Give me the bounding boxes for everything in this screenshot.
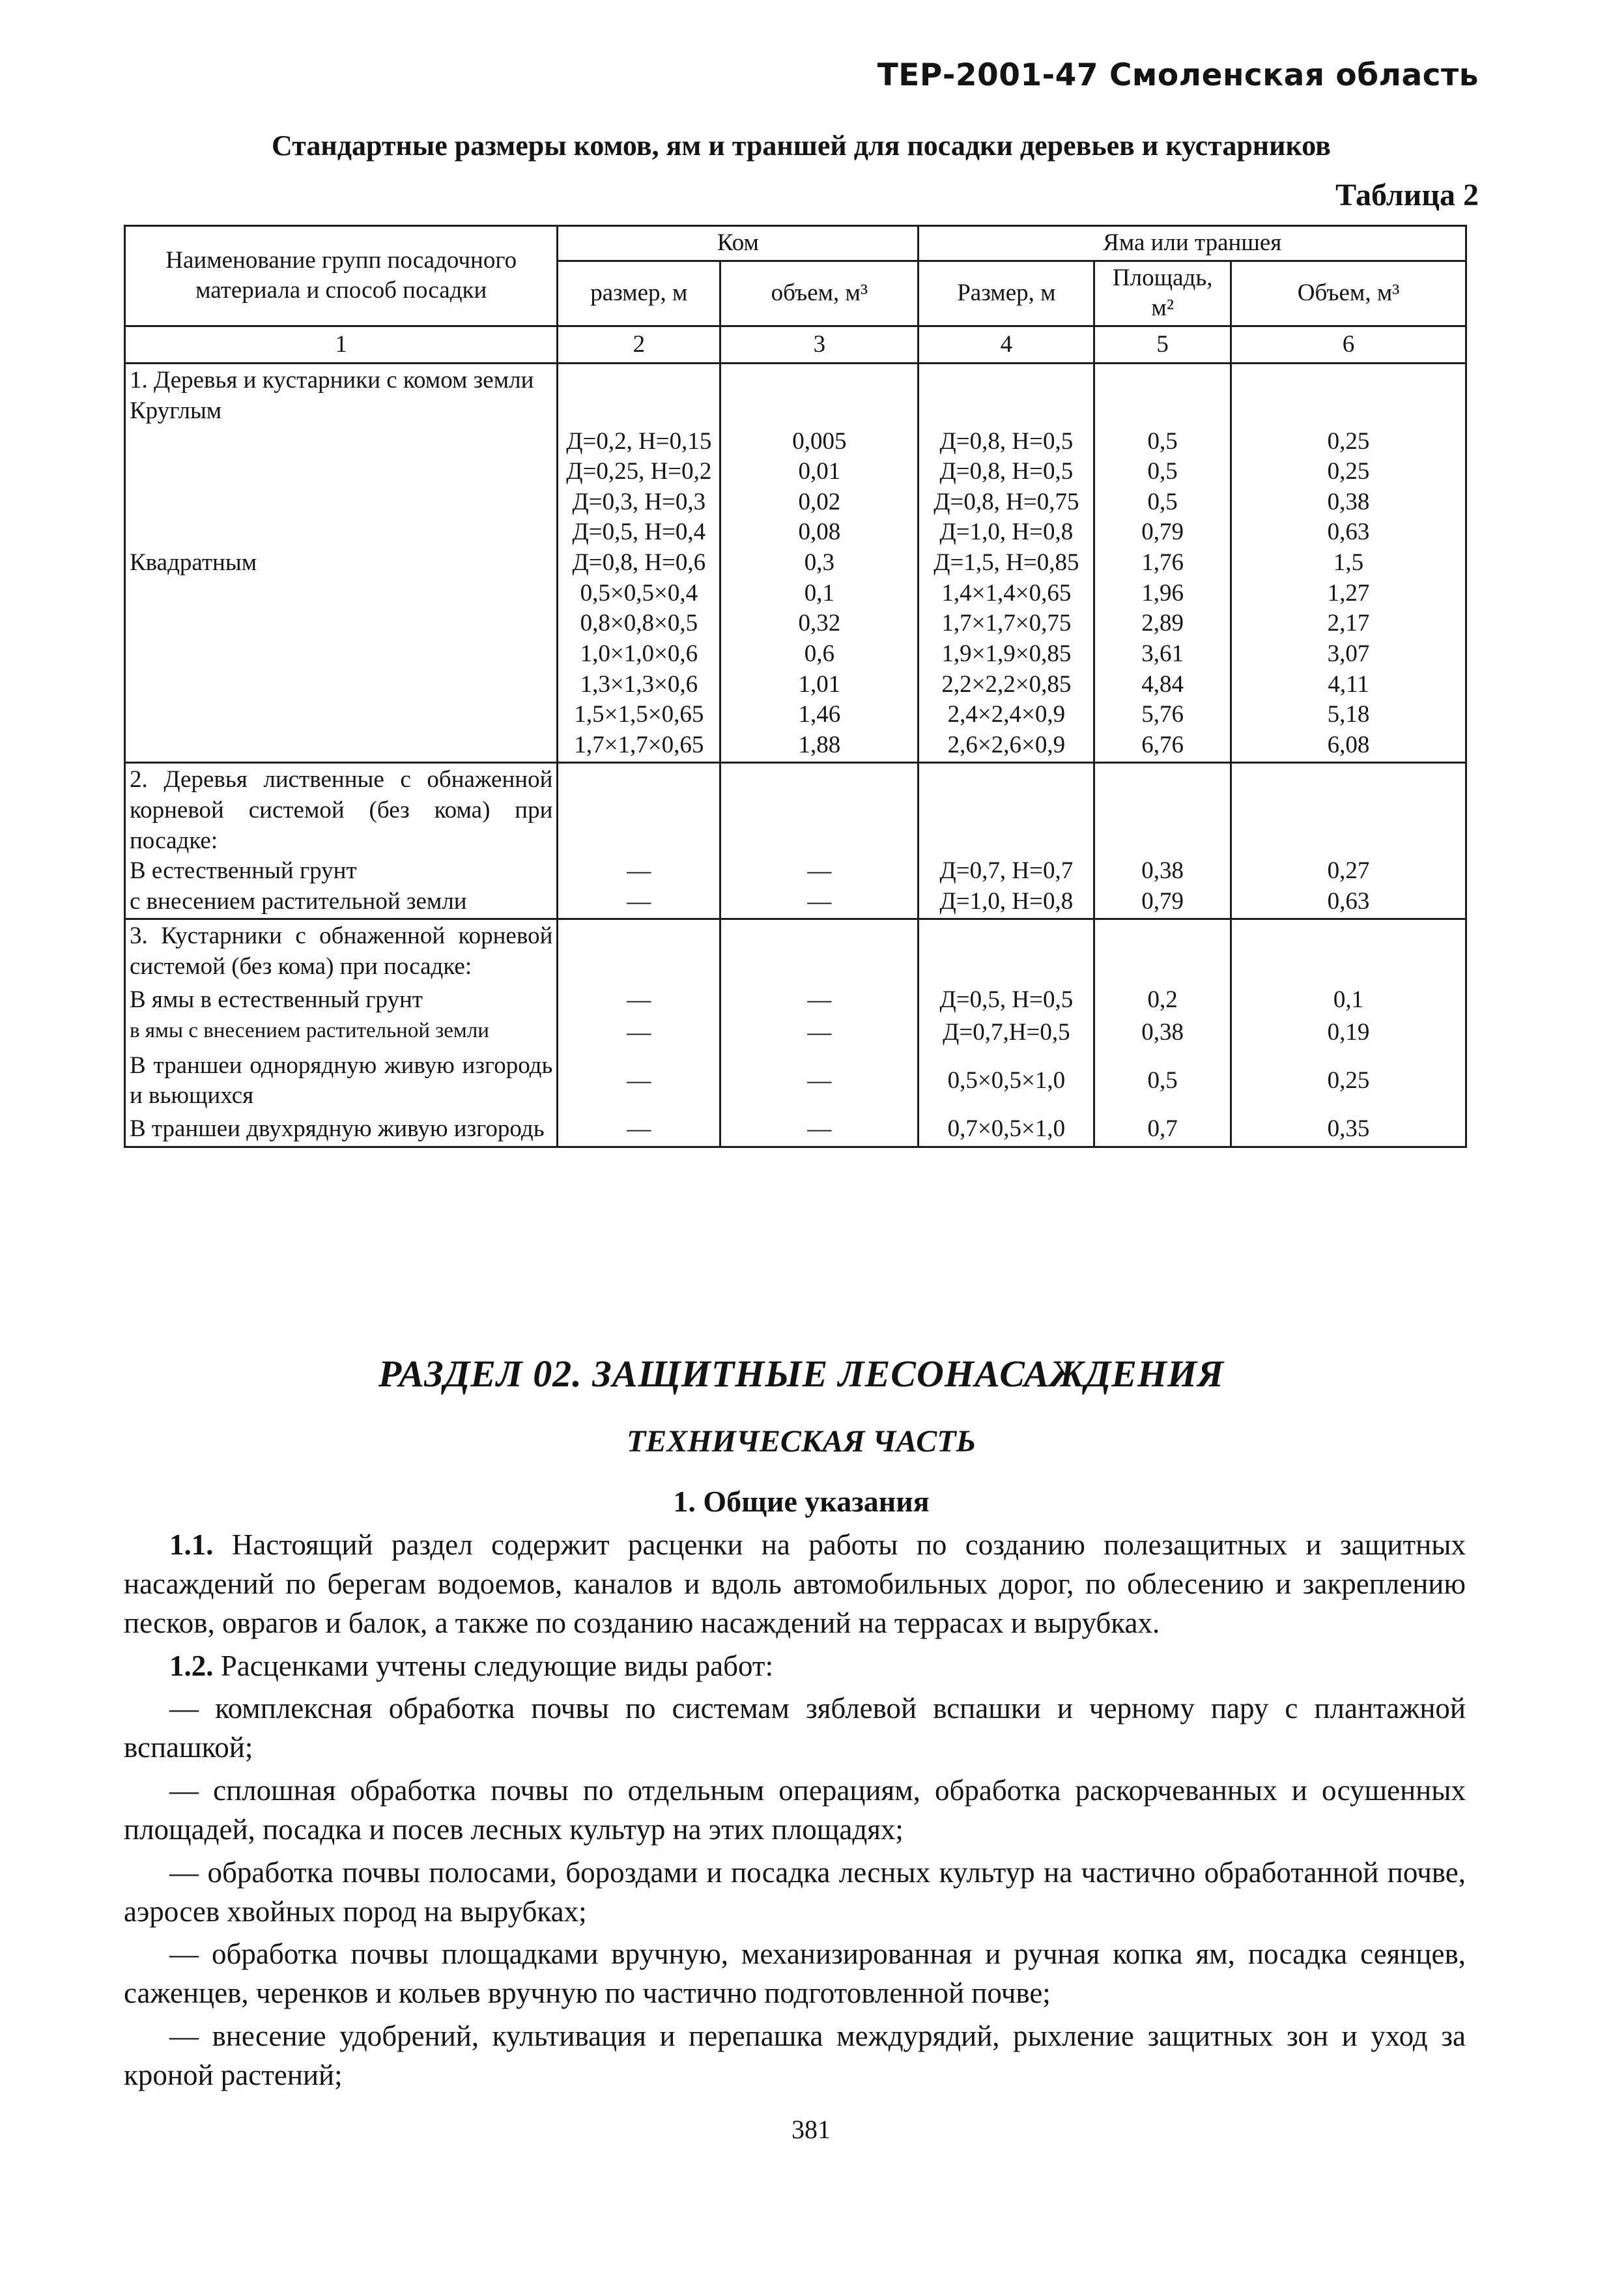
cell: — (720, 1050, 919, 1113)
cell: Д=1,0, Н=0,8 (939, 519, 1074, 546)
section-2-labels (125, 763, 558, 919)
column-numbers-row (125, 326, 1466, 364)
column-number: 4 (919, 326, 1094, 364)
cell: 0,1 (804, 579, 834, 607)
cell: 2,17 (1327, 610, 1370, 637)
section-2-title: 2. Деревья лиственные с обнаженной корневой системой (без кома) при посадке: (130, 766, 553, 854)
cell: 0,19 (1231, 1016, 1466, 1050)
cell: 0,01 (798, 458, 841, 485)
header-kom-size: размер, м (558, 261, 720, 326)
cell: — (720, 1016, 919, 1050)
cell: 0,8×0,8×0,5 (580, 610, 698, 637)
section-heading: РАЗДЕЛ 02. ЗАЩИТНЫЕ ЛЕСОНАСАЖДЕНИЯ (378, 1353, 1225, 1395)
section-2-pit-size (919, 763, 1094, 919)
cell: Д=0,5, Н=0,5 (919, 984, 1094, 1017)
cell: 0,25 (1231, 1050, 1466, 1113)
header-pit-volume: Объем, м³ (1231, 261, 1466, 326)
cell: 0,5 (1094, 1050, 1231, 1113)
running-head: ТЕР-2001-47 Смоленская область (877, 57, 1479, 93)
list-item: — комплексная обработка почвы по системам зяблевой вспашки и черному пару с плантажной вспашкой; (124, 1692, 1466, 1764)
header-kom: Ком (558, 226, 919, 261)
section-1-labels (125, 364, 558, 763)
row-label: В естественный грунт (130, 857, 357, 885)
cell: — (807, 857, 832, 885)
cell: 0,3 (804, 549, 834, 577)
cell: 2,89 (1141, 610, 1184, 637)
cell: 0,27 (1327, 857, 1370, 885)
cell: 0,63 (1327, 519, 1370, 546)
cell: 0,5×0,5×0,4 (580, 579, 698, 607)
cell: 0,5 (1147, 458, 1178, 485)
cell: 0,5×0,5×1,0 (919, 1050, 1094, 1113)
cell: 0,38 (1094, 1016, 1231, 1050)
cell: 4,11 (1328, 670, 1369, 698)
cell: Д=0,7, Н=0,7 (939, 857, 1074, 885)
cell: Д=0,8, Н=0,5 (939, 458, 1074, 485)
cell: 0,7×0,5×1,0 (919, 1113, 1094, 1147)
section-1-pit-volume (1231, 364, 1466, 763)
paragraph-text: Расценками учтены следующие виды работ: (220, 1649, 774, 1682)
cell: 0,35 (1231, 1113, 1466, 1147)
row-label: В ямы в естественный грунт (125, 984, 558, 1017)
section-1-pit-area (1094, 364, 1231, 763)
header-group-column: Наименование групп посадочного материала и способ посадки (125, 226, 558, 326)
table-row-section-3-heading (125, 919, 1466, 984)
cell: Д=0,8, Н=0,6 (572, 549, 706, 577)
table-row (125, 1113, 1466, 1147)
row-label: В траншеи двухрядную живую изгородь (125, 1113, 558, 1147)
cell: 0,1 (1231, 984, 1466, 1017)
cell: — (558, 984, 720, 1017)
cell: 0,79 (1141, 519, 1184, 546)
list-item: — обработка почвы полосами, бороздами и посадка лесных культур на частично обработанной почве, аэросев хвойных пород на вырубках; (124, 1855, 1466, 1928)
table-row-section-2 (125, 763, 1466, 919)
column-number: 1 (125, 326, 558, 364)
section-3-title: 3. Кустарники с обнаженной корневой системой (без кома) при посадке: (125, 919, 558, 984)
section-1-kom-volume (720, 364, 919, 763)
cell: — (720, 984, 919, 1017)
table-label: Таблица 2 (1335, 178, 1479, 212)
cell: 2,2×2,2×0,85 (941, 670, 1072, 698)
cell: 1,4×1,4×0,65 (941, 579, 1072, 607)
table-title: Стандартные размеры комов, ям и траншей для посадки деревьев и кустарников (272, 130, 1331, 162)
cell: — (558, 1113, 720, 1147)
paragraph-1-2 (124, 1647, 1466, 1686)
cell: 3,61 (1141, 640, 1184, 667)
cell: 0,38 (1327, 488, 1370, 515)
cell: Д=0,8, Н=0,5 (939, 427, 1074, 455)
row-label: в ямы с внесением растительной земли (125, 1016, 558, 1050)
header-pit: Яма или траншея (919, 226, 1466, 261)
cell: Д=1,0, Н=0,8 (939, 887, 1074, 915)
cell: 1,5 (1333, 549, 1364, 577)
cell: 6,08 (1327, 731, 1370, 758)
table-row-section-1 (125, 364, 1466, 763)
section-2-kom-volume (720, 763, 919, 919)
general-instructions-heading: 1. Общие указания (673, 1485, 930, 1518)
section-1-kom-size (558, 364, 720, 763)
cell: 0,6 (804, 640, 834, 667)
cell: 1,7×1,7×0,65 (574, 731, 704, 758)
cell: — (627, 887, 651, 915)
row-label: с внесением растительной земли (130, 887, 467, 915)
cell: Д=0,25, Н=0,2 (566, 458, 712, 485)
cell: 5,18 (1327, 701, 1370, 728)
column-number: 5 (1094, 326, 1231, 364)
section-2-pit-volume (1231, 763, 1466, 919)
cell: 0,2 (1094, 984, 1231, 1017)
paragraph-number: 1.2. (169, 1649, 214, 1682)
cell: 0,63 (1327, 887, 1370, 915)
cell: 4,84 (1141, 670, 1184, 698)
cell: 0,79 (1141, 887, 1184, 915)
cell: Д=0,8, Н=0,75 (933, 488, 1079, 515)
cell: 1,27 (1327, 579, 1370, 607)
list-item: — внесение удобрений, культивация и перепашка междурядий, рыхление защитных зон и уход за кроной растений; (124, 2020, 1466, 2091)
cell: 0,08 (798, 519, 841, 546)
cell: 1,76 (1141, 549, 1184, 577)
cell: 1,3×1,3×0,6 (580, 670, 698, 698)
cell: 1,5×1,5×0,65 (574, 701, 704, 728)
header-kom-volume: объем, м³ (720, 261, 919, 326)
section-1-pit-size (919, 364, 1094, 763)
cell: — (558, 1050, 720, 1113)
round-label: Круглым (130, 397, 222, 425)
header-pit-size: Размер, м (919, 261, 1094, 326)
cell: 2,6×2,6×0,9 (947, 731, 1066, 758)
technical-part-heading: ТЕХНИЧЕСКАЯ ЧАСТЬ (626, 1424, 976, 1459)
cell: — (720, 1113, 919, 1147)
dimensions-table (124, 225, 1467, 1148)
row-label: В траншеи однорядную живую изгородь и вьющихся (125, 1050, 558, 1113)
cell: Д=0,3, Н=0,3 (572, 488, 706, 515)
table-row (125, 1016, 1466, 1050)
cell: 1,7×1,7×0,75 (941, 610, 1072, 637)
cell: 0,5 (1147, 488, 1178, 515)
cell: Д=0,5, Н=0,4 (572, 519, 706, 546)
cell: Д=0,7,Н=0,5 (919, 1016, 1094, 1050)
cell: 0,005 (792, 427, 847, 455)
cell: — (807, 887, 832, 915)
cell: 0,5 (1147, 427, 1178, 455)
cell: Д=0,2, Н=0,15 (566, 427, 712, 455)
section-2-kom-size (558, 763, 720, 919)
cell: 2,4×2,4×0,9 (947, 701, 1066, 728)
paragraph-number: 1.1. (169, 1528, 214, 1561)
header-pit-area: Площадь, м² (1094, 261, 1231, 326)
cell: 1,46 (798, 701, 841, 728)
cell: — (558, 1016, 720, 1050)
cell: 1,88 (798, 731, 841, 758)
body-text (124, 1526, 1466, 2099)
cell: 0,25 (1327, 458, 1370, 485)
cell: 0,7 (1094, 1113, 1231, 1147)
column-number: 6 (1231, 326, 1466, 364)
cell: Д=1,5, Н=0,85 (933, 549, 1079, 577)
table-row (125, 1050, 1466, 1113)
cell: 0,25 (1327, 427, 1370, 455)
cell: 1,9×1,9×0,85 (941, 640, 1072, 667)
list-item: — сплошная обработка почвы по отдельным операциям, обработка раскорчеванных и осушенных площадей, посадка и посев лесных культур на этих площадях; (124, 1774, 1466, 1846)
section-1-title: 1. Деревья и кустарники с комом земли (130, 367, 534, 394)
cell: 6,76 (1141, 731, 1184, 758)
cell: 1,01 (798, 670, 841, 698)
square-label: Квадратным (130, 549, 257, 577)
page-number: 381 (791, 2115, 831, 2144)
cell: 3,07 (1327, 640, 1370, 667)
cell: — (627, 857, 651, 885)
cell: 0,38 (1141, 857, 1184, 885)
cell: 0,02 (798, 488, 841, 515)
column-number: 2 (558, 326, 720, 364)
cell: 1,0×1,0×0,6 (580, 640, 698, 667)
list-item: — обработка почвы площадками вручную, механизированная и ручная копка ям, посадка сеянцев, саженцев, черенков и кольев вручную по частично подготовленной почве; (124, 1938, 1466, 2010)
section-2-pit-area (1094, 763, 1231, 919)
cell: 0,32 (798, 610, 841, 637)
cell: 1,96 (1141, 579, 1184, 607)
column-number: 3 (720, 326, 919, 364)
paragraph-1-1 (124, 1526, 1466, 1643)
table-row (125, 984, 1466, 1017)
paragraph-text: Настоящий раздел содержит расценки на работы по созданию полезащитных и защитных насаждений по берегам водоемов, каналов и вдоль автомобильных дорог, по облесению и закреплению песков, оврагов и балок, а также по созданию насаждений на террасах и вырубках. (124, 1528, 1466, 1639)
cell: 5,76 (1141, 701, 1184, 728)
